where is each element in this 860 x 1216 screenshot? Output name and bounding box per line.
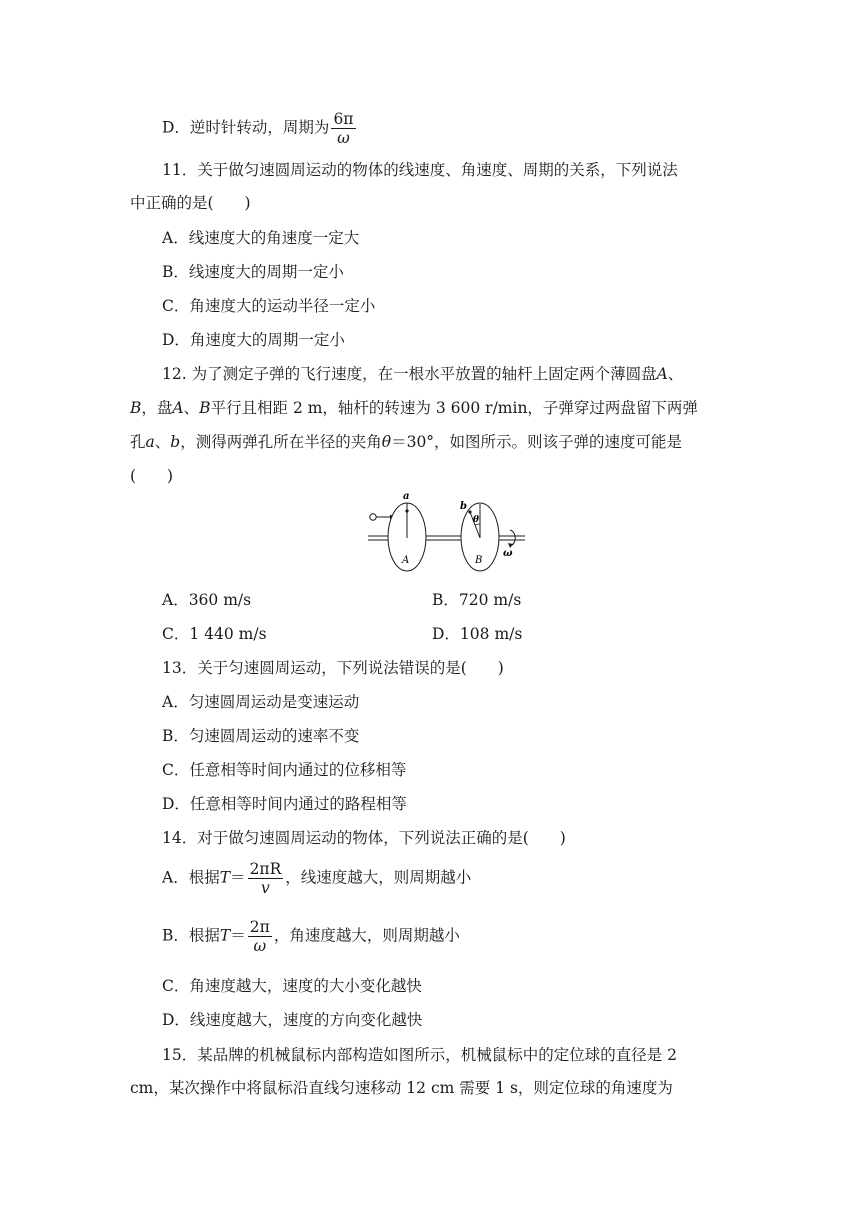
q14-option-c: C．角速度越大，速度的大小变化越快	[162, 977, 422, 995]
q11-stem-line2: 中正确的是( )	[130, 194, 251, 212]
label-hole-b: b	[460, 501, 467, 512]
q11-stem-line1: 11．关于做匀速圆周运动的物体的线速度、角速度、周期的关系，下列说法	[162, 161, 678, 179]
q13-stem: 13．关于匀速圆周运动，下列说法错误的是( )	[162, 659, 504, 677]
q14-fraction-b: $\frac{2\pi}{\omega}$	[249, 918, 270, 955]
q13-option-c: C．任意相等时间内通过的位移相等	[162, 761, 407, 779]
q10-fraction: $\frac{6\pi}{\omega}$	[333, 110, 354, 147]
q12-stem-line3: 孔a、b，测得两弹孔所在半径的夹角θ＝30°，如图所示。则该子弹的速度可能是	[130, 433, 683, 451]
q12-option-b: B．720 m/s	[432, 591, 522, 609]
q12-stem-line2: B，盘A、B平行且相距 2 m，轴杆的转速为 3 600 r/min，子弹穿过两盘留下两弹	[130, 399, 698, 417]
q12-option-a: A．360 m/s	[162, 591, 252, 609]
label-disc-a: A	[402, 555, 410, 566]
q12-option-c: C．1 440 m/s	[162, 625, 267, 643]
q13-option-b: B．匀速圆周运动的速率不变	[162, 727, 360, 745]
q14-stem: 14．对于做匀速圆周运动的物体，下列说法正确的是( )	[162, 829, 566, 847]
hole-b	[468, 510, 471, 513]
label-theta: θ	[473, 515, 480, 525]
q12-option-d: D．108 m/s	[432, 625, 523, 643]
q15-line2: cm，某次操作中将鼠标沿直线匀速移动 12 cm 需要 1 s，则定位球的角速度为	[130, 1079, 673, 1097]
q14-fraction-a: $\frac{2\pi R}{v}$	[249, 860, 282, 897]
q11-option-a: A．线速度大的角速度一定大	[162, 229, 360, 247]
q11-option-d: D．角速度大的周期一定小	[162, 331, 345, 349]
q14-option-b: B．根据T＝ $\frac{2\pi}{\omega}$ ，角速度越大，则周期越小	[162, 918, 460, 955]
q12-stem-line1: 12. 为了测定子弹的飞行速度，在一根水平放置的轴杆上固定两个薄圆盘A、	[162, 365, 684, 383]
label-disc-b: B	[475, 555, 483, 566]
q10-option-d: D．逆时针转动，周期为 $\frac{6\pi}{\omega}$	[162, 110, 354, 147]
q14-option-d: D．线速度越大，速度的方向变化越快	[162, 1011, 423, 1029]
label-omega: ω	[503, 548, 513, 559]
q14-option-a: A．根据T＝ $\frac{2\pi R}{v}$ ，线速度越大，则周期越小	[162, 860, 472, 897]
q13-option-d: D．任意相等时间内通过的路程相等	[162, 795, 407, 813]
hole-a	[405, 509, 408, 512]
label-hole-a: a	[403, 491, 410, 502]
q11-option-c: C．角速度大的运动半径一定小	[162, 297, 376, 315]
q13-option-a: A．匀速圆周运动是变速运动	[162, 693, 360, 711]
q15-line1: 15．某品牌的机械鼠标内部构造如图所示，机械鼠标中的定位球的直径是 2	[162, 1046, 678, 1064]
q12-disc-figure	[360, 490, 535, 572]
q12-stem-line4: ( )	[130, 467, 174, 485]
bullet-icon	[370, 514, 376, 520]
q11-option-b: B．线速度大的周期一定小	[162, 263, 344, 281]
